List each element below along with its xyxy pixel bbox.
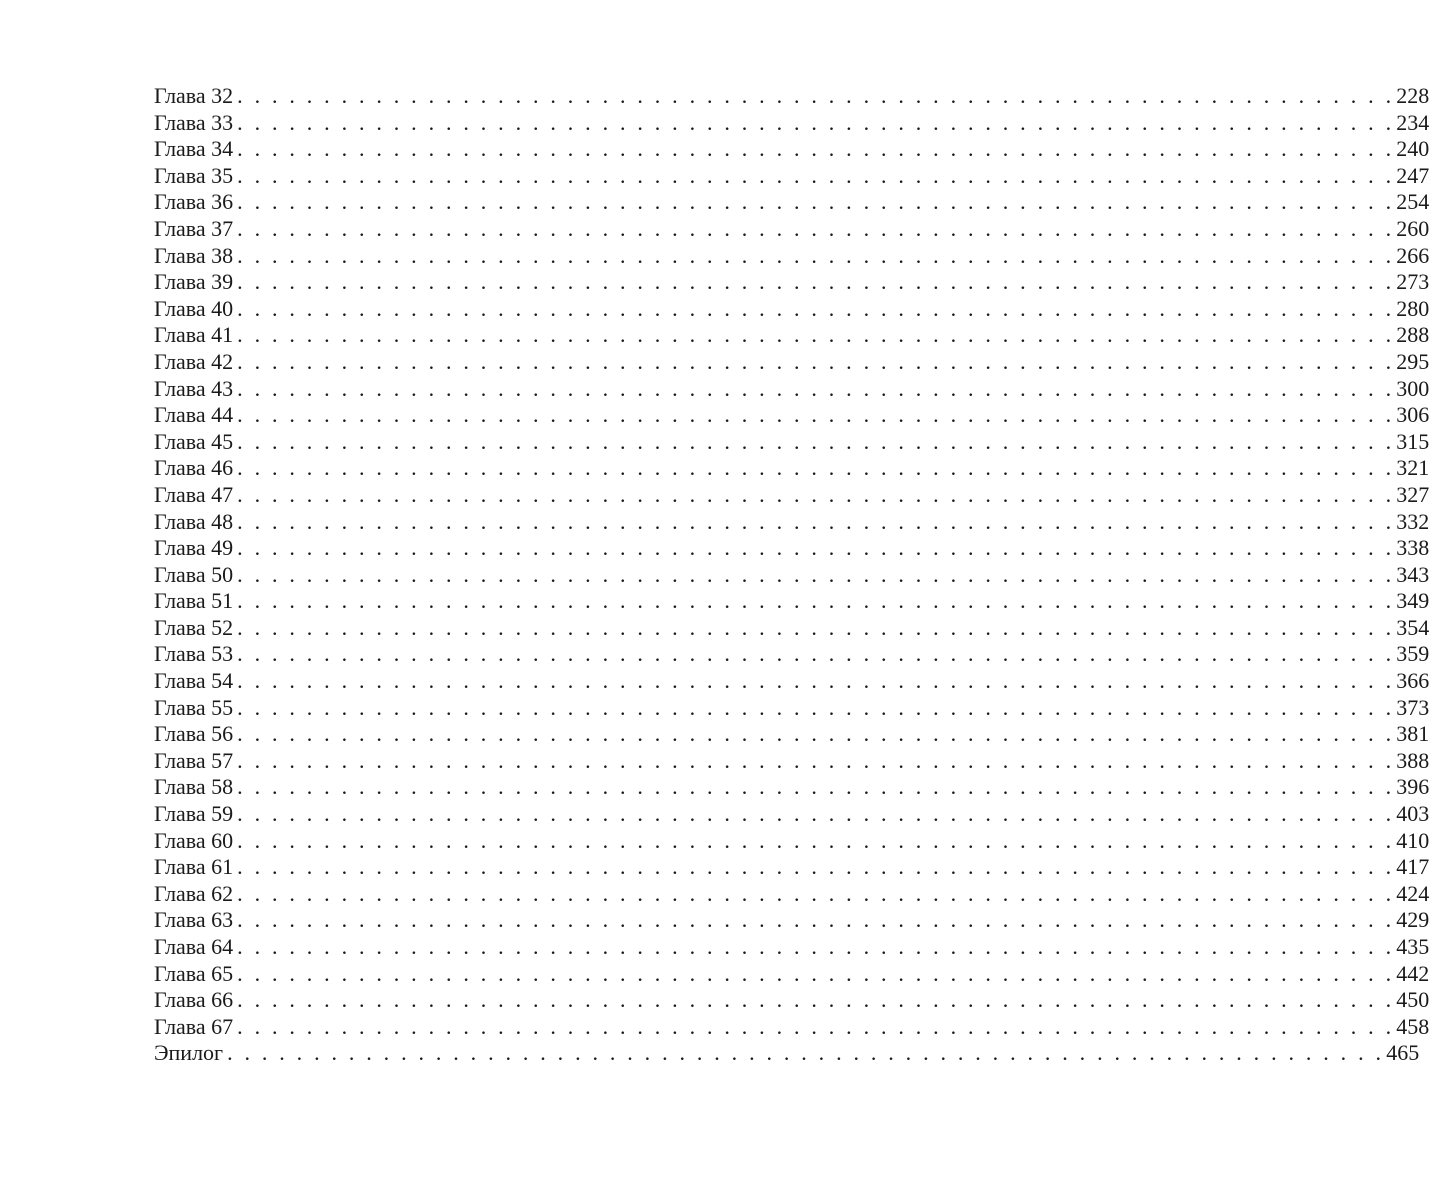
toc-entry-page-number: 254: [1396, 189, 1429, 215]
toc-dot-leader: . . . . . . . . . . . . . . . . . . . . . . . . . . . . . . . . . . . . . . . . . . . . . . . . . . . . . . . . . . . . . . . . . . .: [237, 375, 1395, 401]
toc-dot-leader: . . . . . . . . . . . . . . . . . . . . . . . . . . . . . . . . . . . . . . . . . . . . . . . . . . . . . . . . . . . . . . . . . . .: [237, 348, 1395, 374]
toc-entry-page-number: 417: [1396, 854, 1429, 880]
toc-dot-leader: . . . . . . . . . . . . . . . . . . . . . . . . . . . . . . . . . . . . . . . . . . . . . . . . . . . . . . . . . . . . . . . . . . .: [237, 907, 1395, 933]
toc-entry: [154, 242, 1429, 270]
toc-entry-page-number: 396: [1396, 774, 1429, 800]
toc-entry-page-number: 288: [1396, 322, 1429, 348]
toc-dot-leader: . . . . . . . . . . . . . . . . . . . . . . . . . . . . . . . . . . . . . . . . . . . . . . . . . . . . . . . . . . . . . . . . . . .: [237, 854, 1395, 880]
toc-entry-title: Глава 39: [154, 269, 234, 295]
toc-entry: [154, 854, 1429, 881]
toc-dot-leader: . . . . . . . . . . . . . . . . . . . . . . . . . . . . . . . . . . . . . . . . . . . . . . . . . . . . . . . . . . . . . . . . . . .: [237, 215, 1395, 241]
toc-entry: [154, 481, 1429, 509]
toc-dot-leader: . . . . . . . . . . . . . . . . . . . . . . . . . . . . . . . . . . . . . . . . . . . . . . . . . . . . . . . . . . . . . . . . . . .: [237, 960, 1395, 986]
toc-entry-page-number: 306: [1396, 402, 1429, 428]
toc-entry-title: Глава 46: [154, 455, 234, 481]
toc-entry-title: Глава 60: [154, 827, 234, 853]
toc-entry-title: Глава 66: [154, 987, 234, 1013]
toc-entry: [154, 189, 1429, 216]
toc-entry: [154, 322, 1429, 349]
toc-dot-leader: . . . . . . . . . . . . . . . . . . . . . . . . . . . . . . . . . . . . . . . . . . . . . . . . . . . . . . . . . . . . . . . . . . .: [237, 987, 1395, 1013]
toc-dot-leader: . . . . . . . . . . . . . . . . . . . . . . . . . . . . . . . . . . . . . . . . . . . . . . . . . . . . . . . . . . . . . . . . . . .: [237, 668, 1395, 694]
toc-entry-page-number: 435: [1396, 934, 1429, 959]
toc-dot-leader: . . . . . . . . . . . . . . . . . . . . . . . . . . . . . . . . . . . . . . . . . . . . . . . . . . . . . . . . . . . . . . . . . . .: [237, 295, 1395, 321]
toc-dot-leader: . . . . . . . . . . . . . . . . . . . . . . . . . . . . . . . . . . . . . . . . . . . . . . . . . . . . . . . . . . . . . . . . . . .: [237, 242, 1395, 268]
toc-entry: [154, 747, 1429, 775]
toc-entry-title: Глава 38: [154, 242, 234, 268]
toc-entry: [154, 801, 1429, 828]
toc-entry-page-number: 234: [1396, 109, 1429, 135]
toc-entry-page-number: 266: [1396, 242, 1429, 268]
toc-entry-page-number: 429: [1396, 907, 1429, 933]
toc-dot-leader: . . . . . . . . . . . . . . . . . . . . . . . . . . . . . . . . . . . . . . . . . . . . . . . . . . . . . . . . . . . . . . . . . . .: [237, 747, 1395, 773]
toc-entry: [154, 694, 1429, 722]
toc-entry-title: Глава 67: [154, 1013, 234, 1039]
toc-entry-title: Глава 34: [154, 136, 234, 162]
toc-dot-leader: . . . . . . . . . . . . . . . . . . . . . . . . . . . . . . . . . . . . . . . . . . . . . . . . . . . . . . . . . . . . . . . . . . .: [237, 481, 1395, 507]
toc-dot-leader: . . . . . . . . . . . . . . . . . . . . . . . . . . . . . . . . . . . . . . . . . . . . . . . . . . . . . . . . . . . . . . . . . . .: [237, 721, 1395, 747]
toc-dot-leader: . . . . . . . . . . . . . . . . . . . . . . . . . . . . . . . . . . . . . . . . . . . . . . . . . . . . . . . . . . . . . . . . . . .: [237, 535, 1395, 561]
toc-entry-page-number: 349: [1396, 588, 1429, 614]
toc-entry: [154, 162, 1429, 190]
toc-dot-leader: . . . . . . . . . . . . . . . . . . . . . . . . . . . . . . . . . . . . . . . . . . . . . . . . . . . . . . . . . . . . . . . . . . .: [237, 774, 1395, 800]
toc-entry-page-number: 465: [1386, 1040, 1420, 1066]
toc-dot-leader: . . . . . . . . . . . . . . . . . . . . . . . . . . . . . . . . . . . . . . . . . . . . . . . . . . . . . . . . . . . . . . . . . . .: [237, 880, 1395, 906]
toc-entry-title: Глава 42: [154, 348, 234, 374]
toc-entry-page-number: 424: [1396, 880, 1429, 906]
toc-entry: [154, 668, 1429, 695]
toc-dot-leader: . . . . . . . . . . . . . . . . . . . . . . . . . . . . . . . . . . . . . . . . . . . . . . . . . . . . . . . . . . . . . . . . . . .: [237, 588, 1395, 614]
toc-entry: [154, 934, 1429, 961]
toc-dot-leader: . . . . . . . . . . . . . . . . . . . . . . . . . . . . . . . . . . . . . . . . . . . . . . . . . . . . . . . . . . . . . . . . . . .: [237, 269, 1395, 295]
toc-entry-page-number: 381: [1396, 721, 1429, 747]
toc-entry: [154, 348, 1429, 376]
toc-entry: [154, 614, 1429, 642]
toc-entry: [154, 402, 1429, 429]
toc-entry-page-number: 343: [1396, 561, 1429, 587]
toc-dot-leader: . . . . . . . . . . . . . . . . . . . . . . . . . . . . . . . . . . . . . . . . . . . . . . . . . . . . . . . . . . . . . . . . . . .: [237, 801, 1395, 827]
toc-entry-page-number: 450: [1396, 987, 1429, 1013]
toc-dot-leader: . . . . . . . . . . . . . . . . . . . . . . . . . . . . . . . . . . . . . . . . . . . . . . . . . . . . . . . . . . . . . . . . . . .: [237, 934, 1395, 959]
toc-entry-title: Глава 59: [154, 801, 234, 827]
toc-entry-title: Глава 37: [154, 215, 234, 241]
toc-entry: [154, 269, 1429, 296]
toc-entry-title: Эпилог: [154, 1040, 224, 1066]
toc-entry-title: Глава 55: [154, 694, 234, 720]
toc-entry: [154, 588, 1429, 615]
toc-entry-title: Глава 45: [154, 428, 234, 454]
toc-dot-leader: . . . . . . . . . . . . . . . . . . . . . . . . . . . . . . . . . . . . . . . . . . . . . . . . . . . . . . . . . . . . . . . . . . .: [237, 83, 1395, 108]
toc-entry: [154, 215, 1429, 243]
toc-dot-leader: . . . . . . . . . . . . . . . . . . . . . . . . . . . . . . . . . . . . . . . . . . . . . . . . . . . . . . . . . . . . . . . . . . .: [237, 694, 1395, 720]
toc-entry-title: Глава 65: [154, 960, 234, 986]
toc-entry-page-number: 240: [1396, 136, 1429, 162]
toc-entry-title: Глава 53: [154, 641, 234, 667]
toc-dot-leader: . . . . . . . . . . . . . . . . . . . . . . . . . . . . . . . . . . . . . . . . . . . . . . . . . . . . . . . . . . . . . . . . . . .: [237, 162, 1395, 188]
toc-entry-title: Глава 54: [154, 668, 234, 694]
toc-dot-leader: . . . . . . . . . . . . . . . . . . . . . . . . . . . . . . . . . . . . . . . . . . . . . . . . . . . . . . . . . . . . . . . . . . .: [237, 455, 1395, 481]
toc-dot-leader: . . . . . . . . . . . . . . . . . . . . . . . . . . . . . . . . . . . . . . . . . . . . . . . . . . . . . . . . . . . . . . . . . . .: [237, 322, 1395, 348]
toc-entry-title: Глава 48: [154, 508, 234, 534]
toc-entry: [154, 109, 1429, 137]
toc-entry-title: Глава 61: [154, 854, 234, 880]
toc-entry: [154, 827, 1429, 855]
toc-entry-title: Глава 47: [154, 481, 234, 507]
toc-entry: [154, 721, 1429, 748]
toc-entry-page-number: 354: [1396, 614, 1429, 640]
toc-entry: [154, 907, 1429, 934]
toc-entry: [154, 535, 1429, 562]
toc-entry-title: Глава 32: [154, 83, 234, 108]
toc-dot-leader: . . . . . . . . . . . . . . . . . . . . . . . . . . . . . . . . . . . . . . . . . . . . . . . . . . . . . . . . . . . . . . . . . . .: [237, 402, 1395, 428]
toc-dot-leader: . . . . . . . . . . . . . . . . . . . . . . . . . . . . . . . . . . . . . . . . . . . . . . . . . . . . . . . . . . . . . . . . . . .: [237, 1013, 1395, 1039]
table-of-contents: [154, 83, 1429, 1067]
toc-entry-page-number: 442: [1396, 960, 1429, 986]
toc-dot-leader: . . . . . . . . . . . . . . . . . . . . . . . . . . . . . . . . . . . . . . . . . . . . . . . . . . . . . . . . . . . . . . . . . . .: [237, 189, 1395, 215]
toc-entry: [154, 83, 1429, 110]
toc-entry-title: Глава 44: [154, 402, 234, 428]
toc-dot-leader: . . . . . . . . . . . . . . . . . . . . . . . . . . . . . . . . . . . . . . . . . . . . . . . . . . . . . . . . . . . . . . . . . . .: [237, 561, 1395, 587]
toc-entry-title: Глава 62: [154, 880, 234, 906]
toc-entry-title: Глава 43: [154, 375, 234, 401]
toc-entry: [154, 508, 1429, 536]
toc-dot-leader: . . . . . . . . . . . . . . . . . . . . . . . . . . . . . . . . . . . . . . . . . . . . . . . . . . . . . . . . . . . . . . . . . . .: [237, 109, 1395, 135]
toc-entry-title: Глава 51: [154, 588, 234, 614]
toc-entry-page-number: 359: [1396, 641, 1429, 667]
toc-entry-page-number: 280: [1396, 295, 1429, 321]
toc-dot-leader: . . . . . . . . . . . . . . . . . . . . . . . . . . . . . . . . . . . . . . . . . . . . . . . . . . . . . . . . . . . . . . . . . . .: [237, 428, 1395, 454]
toc-entry: [154, 455, 1429, 482]
toc-dot-leader: . . . . . . . . . . . . . . . . . . . . . . . . . . . . . . . . . . . . . . . . . . . . . . . . . . . . . . . . . . . . . . . . . . .: [237, 136, 1395, 162]
toc-entry-page-number: 388: [1396, 747, 1429, 773]
toc-entry-title: Глава 49: [154, 535, 234, 561]
toc-entry-page-number: 321: [1396, 455, 1429, 481]
toc-entry-page-number: 295: [1396, 348, 1429, 374]
toc-dot-leader: . . . . . . . . . . . . . . . . . . . . . . . . . . . . . . . . . . . . . . . . . . . . . . . . . . . . . . . . . . . . . . . . . . .: [237, 614, 1395, 640]
toc-entry-page-number: 403: [1396, 801, 1429, 827]
toc-entry-page-number: 273: [1396, 269, 1429, 295]
toc-entry-page-number: 315: [1396, 428, 1429, 454]
toc-entry-page-number: 300: [1396, 375, 1429, 401]
toc-entry: [154, 295, 1429, 323]
toc-entry: [154, 375, 1429, 403]
toc-entry-title: Глава 36: [154, 189, 234, 215]
toc-entry: [154, 136, 1429, 163]
toc-entry-page-number: 327: [1396, 481, 1429, 507]
toc-entry-title: Глава 50: [154, 561, 234, 587]
toc-entry-page-number: 332: [1396, 508, 1429, 534]
toc-entry-page-number: 260: [1396, 215, 1429, 241]
toc-entry-title: Глава 41: [154, 322, 234, 348]
toc-dot-leader: . . . . . . . . . . . . . . . . . . . . . . . . . . . . . . . . . . . . . . . . . . . . . . . . . . . . . . . . . . . . . . . . . . .: [237, 827, 1395, 853]
toc-entry-page-number: 410: [1396, 827, 1429, 853]
toc-entry-title: Глава 40: [154, 295, 234, 321]
toc-dot-leader: . . . . . . . . . . . . . . . . . . . . . . . . . . . . . . . . . . . . . . . . . . . . . . . . . . . . . . . . . . . . . . . . . . .: [237, 508, 1395, 534]
toc-entry-page-number: 338: [1396, 535, 1429, 561]
toc-entry-page-number: 228: [1396, 83, 1429, 108]
toc-entry: [154, 774, 1429, 801]
toc-dot-leader: . . . . . . . . . . . . . . . . . . . . . . . . . . . . . . . . . . . . . . . . . . . . . . . . . . . . . . . . . . . . . . . . . . .: [237, 641, 1395, 667]
toc-entry: [154, 880, 1429, 908]
toc-entry: [154, 1013, 1429, 1041]
toc-entry-title: Глава 52: [154, 614, 234, 640]
toc-dot-leader: . . . . . . . . . . . . . . . . . . . . . . . . . . . . . . . . . . . . . . . . . . . . . . . . . . . . . . . . . . . . . . . . . . .: [227, 1040, 1385, 1066]
toc-entry: [154, 960, 1429, 988]
toc-entry-title: Глава 63: [154, 907, 234, 933]
toc-entry-page-number: 247: [1396, 162, 1429, 188]
toc-entry-title: Глава 58: [154, 774, 234, 800]
toc-entry: [154, 987, 1429, 1014]
toc-entry-title: Глава 33: [154, 109, 234, 135]
toc-entry-page-number: 458: [1396, 1013, 1429, 1039]
toc-entry-title: Глава 56: [154, 721, 234, 747]
toc-entry: [154, 561, 1429, 589]
toc-entry-page-number: 373: [1396, 694, 1429, 720]
toc-entry-title: Глава 35: [154, 162, 234, 188]
toc-entry: [154, 428, 1429, 456]
toc-entry-page-number: 366: [1396, 668, 1429, 694]
toc-entry: [154, 641, 1429, 668]
toc-entry-title: Глава 64: [154, 934, 234, 959]
toc-entry-title: Глава 57: [154, 747, 234, 773]
toc-entry: [154, 1040, 1420, 1067]
